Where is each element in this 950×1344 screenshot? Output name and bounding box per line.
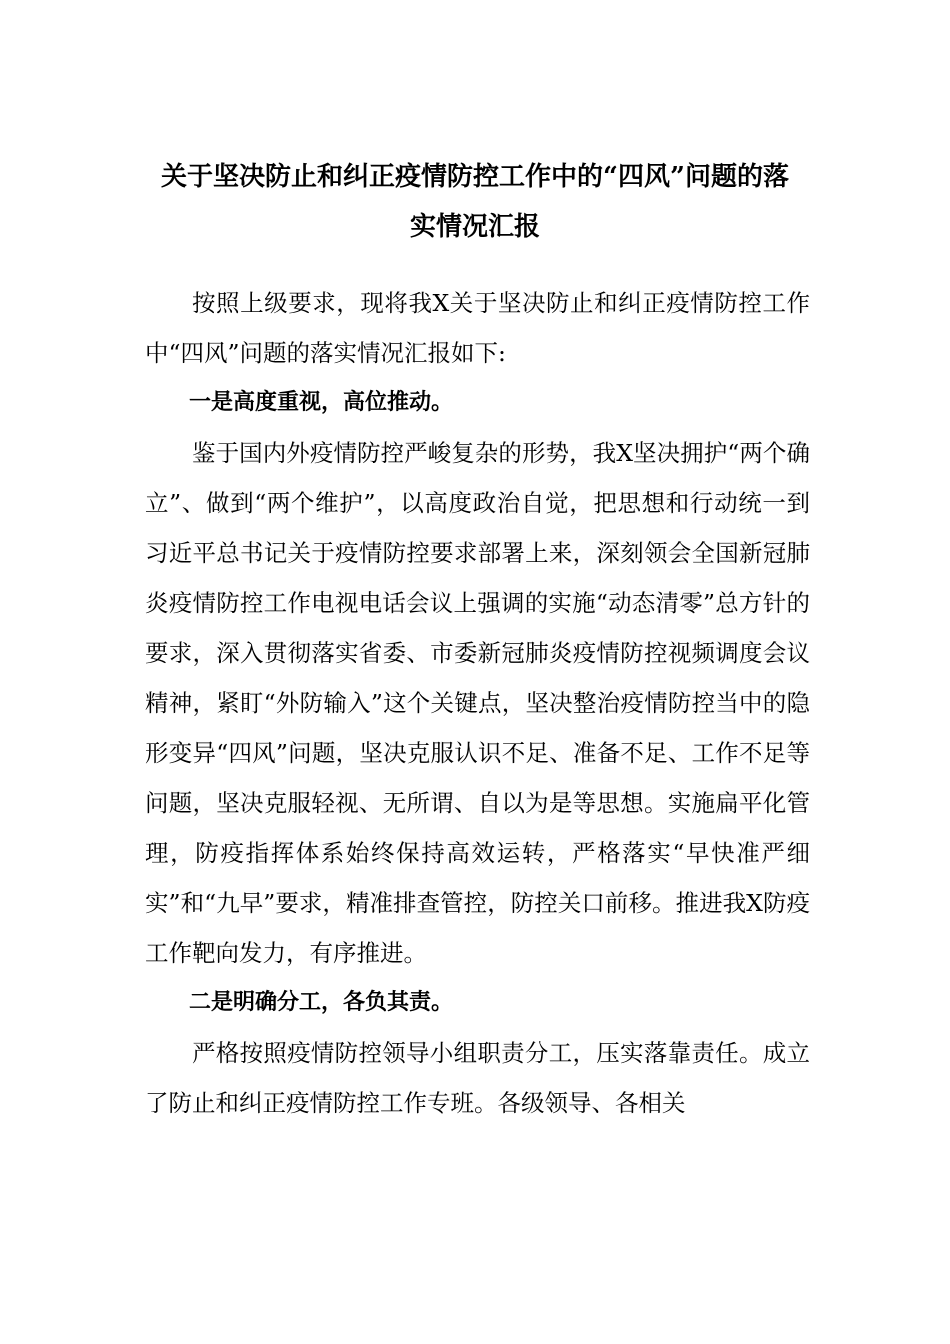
section-1-paragraph: 鉴于国内外疫情防控严峻复杂的形势，我X坚决拥护“两个确立”、做到“两个维护”，以高度政治自觉，把思想和行动统一到习近平总书记关于疫情防控要求部署上来，深刻领会全国新冠肺炎疫情防控工作电视电话会议上强调的实施“动态清零”总方针的要求，深入贯彻落实省委、市委新冠肺炎疫情防控视频调度会议精神，紧盯“外防输入”这个关键点，坚决整治疫情防控当中的隐形变异“四风”问题，坚决克服认识不足、准备不足、工作不足等问题，坚决克服轻视、无所谓、自以为是等思想。实施扁平化管理，防疫指挥体系始终保持高效运转，严格落实“早快准严细实”和“九早”要求，精准排查管控，防控关口前移。推进我X防疫工作靶向发力，有序推进。 xyxy=(145,439,810,967)
title-line-2: 实情况汇报 xyxy=(409,212,540,242)
section-2-paragraph: 严格按照疫情防控领导小组职责分工，压实落靠责任。成立了防止和纠正疫情防控工作专班。各级领导、各相关 xyxy=(145,1039,810,1117)
document-body xyxy=(145,278,810,1128)
document-title xyxy=(120,152,830,252)
section-heading-1: 一是高度重视，高位推动。 xyxy=(189,390,454,415)
intro-paragraph: 按照上级要求，现将我X关于坚决防止和纠正疫情防控工作中“四风”问题的落实情况汇报如下: xyxy=(145,289,810,367)
title-line-1: 关于坚决防止和纠正疫情防控工作中的“四风”问题的落 xyxy=(161,162,789,192)
section-heading-2: 二是明确分工，各负其责。 xyxy=(189,990,454,1015)
